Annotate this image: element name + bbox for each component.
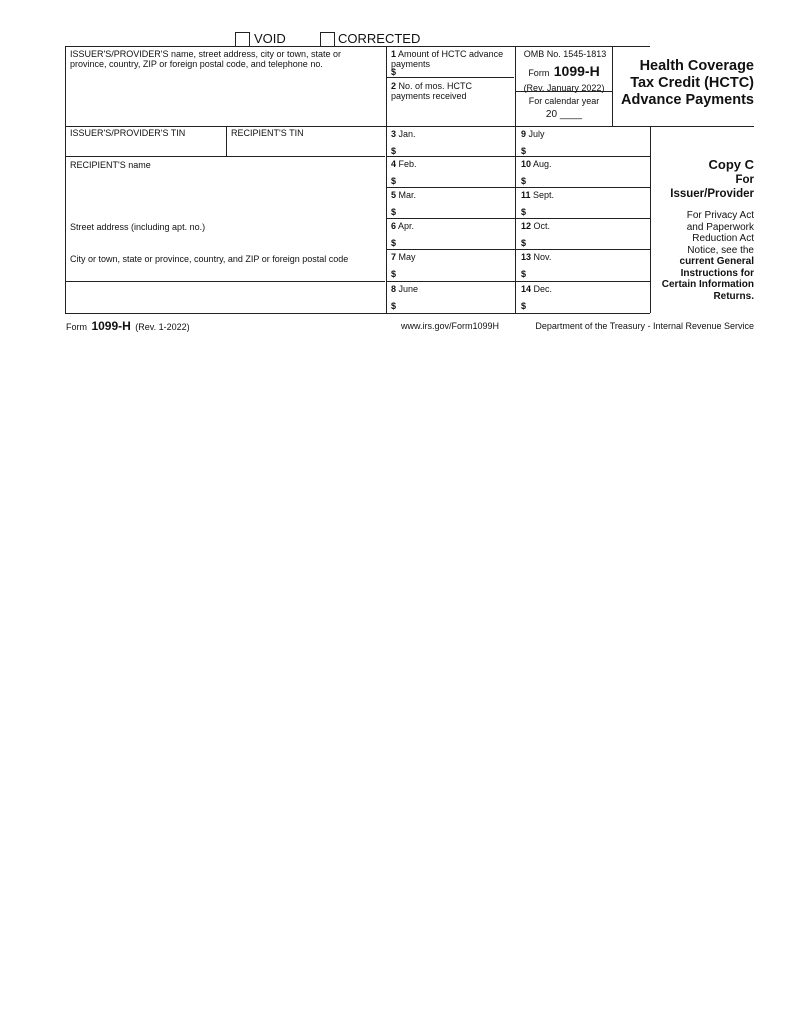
notice-line: and Paperwork [686,221,754,233]
omb-number: OMB No. 1545-1813 [523,49,607,59]
box2-label: 2 No. of mos. HCTC payments received [391,81,473,101]
month-box-amount-field[interactable]: $ [521,207,527,217]
copy-panel [650,157,754,302]
notice-bold-line: Instructions for [680,267,754,279]
corrected-checkbox[interactable] [320,32,335,47]
month-box-amount-field[interactable]: $ [391,238,397,248]
month-box-label: 6 Apr. [391,221,415,231]
month-box-label: 10 Aug. [521,159,552,169]
month-box-amount-field[interactable]: $ [391,176,397,186]
month-box-amount-field[interactable]: $ [391,146,397,156]
footer-form-name: Form 1099-H (Rev. 1-2022) [66,319,190,333]
month-box-label: 7 May [391,252,416,262]
month-box-label: 9 July [521,129,545,139]
box1-label: 1 Amount of HCTC advance payments [391,49,504,69]
footer-agency: Department of the Treasury - Internal Revenue Service [535,321,754,331]
month-box-label: 13 Nov. [521,252,552,262]
omb-form-name: Form 1099-H [528,63,600,79]
month-box-amount-field[interactable]: $ [521,146,527,156]
month-box-label: 12 Oct. [521,221,551,231]
void-checkbox[interactable] [235,32,250,47]
copy-recipient-type: Issuer/Provider [670,188,754,200]
month-box-label: 3 Jan. [391,129,416,139]
month-box-label: 11 Sept. [521,190,555,200]
calendar-year-field[interactable]: 20 ____ [545,109,583,120]
void-label: VOID [254,31,286,46]
copy-for-label: For [735,174,754,186]
month-box-amount-field[interactable]: $ [391,269,397,279]
month-box-amount-field[interactable]: $ [521,176,527,186]
month-box-amount-field[interactable]: $ [521,238,527,248]
street-address-label: Street address (including apt. no.) [70,222,206,232]
month-box-label: 14 Dec. [521,284,553,294]
notice-bold-line: current General [679,256,754,267]
month-box-label: 8 June [391,284,419,294]
city-state-label: City or town, state or province, country, and ZIP or foreign postal code [70,254,349,264]
notice-bold-line: Returns. [713,290,754,302]
month-box-label: 4 Feb. [391,159,417,169]
month-box-amount-field[interactable]: $ [521,269,527,279]
notice-bold-line: Certain Information [661,279,754,290]
month-box-amount-field[interactable]: $ [521,301,527,311]
month-box-amount-field[interactable]: $ [391,301,397,311]
calendar-year-label: For calendar year [528,96,600,106]
issuer-name-label: ISSUER'S/PROVIDER'S name, street address, city or town, state or province, country, ZIP or foreign postal code, and telephone no. [70,49,342,69]
recipient-name-label: RECIPIENT'S name [70,160,151,170]
month-box-label: 5 Mar. [391,190,417,200]
notice-line: Notice, see the [687,244,754,256]
form-title: Health Coverage Tax Credit (HCTC) Advance Payments [621,58,754,108]
omb-revision: (Rev. January 2022) [523,83,605,93]
month-box-amount-field[interactable]: $ [391,207,397,217]
box1-dollar: $ [391,67,397,77]
notice-line: Reduction Act [692,233,754,244]
notice-line: For Privacy Act [686,210,754,221]
issuer-tin-label: ISSUER'S/PROVIDER'S TIN [70,128,186,138]
recipient-tin-label: RECIPIENT'S TIN [231,128,304,138]
footer-url[interactable]: www.irs.gov/Form1099H [401,321,500,331]
corrected-label: CORRECTED [338,31,421,46]
copy-label: Copy C [708,157,754,172]
